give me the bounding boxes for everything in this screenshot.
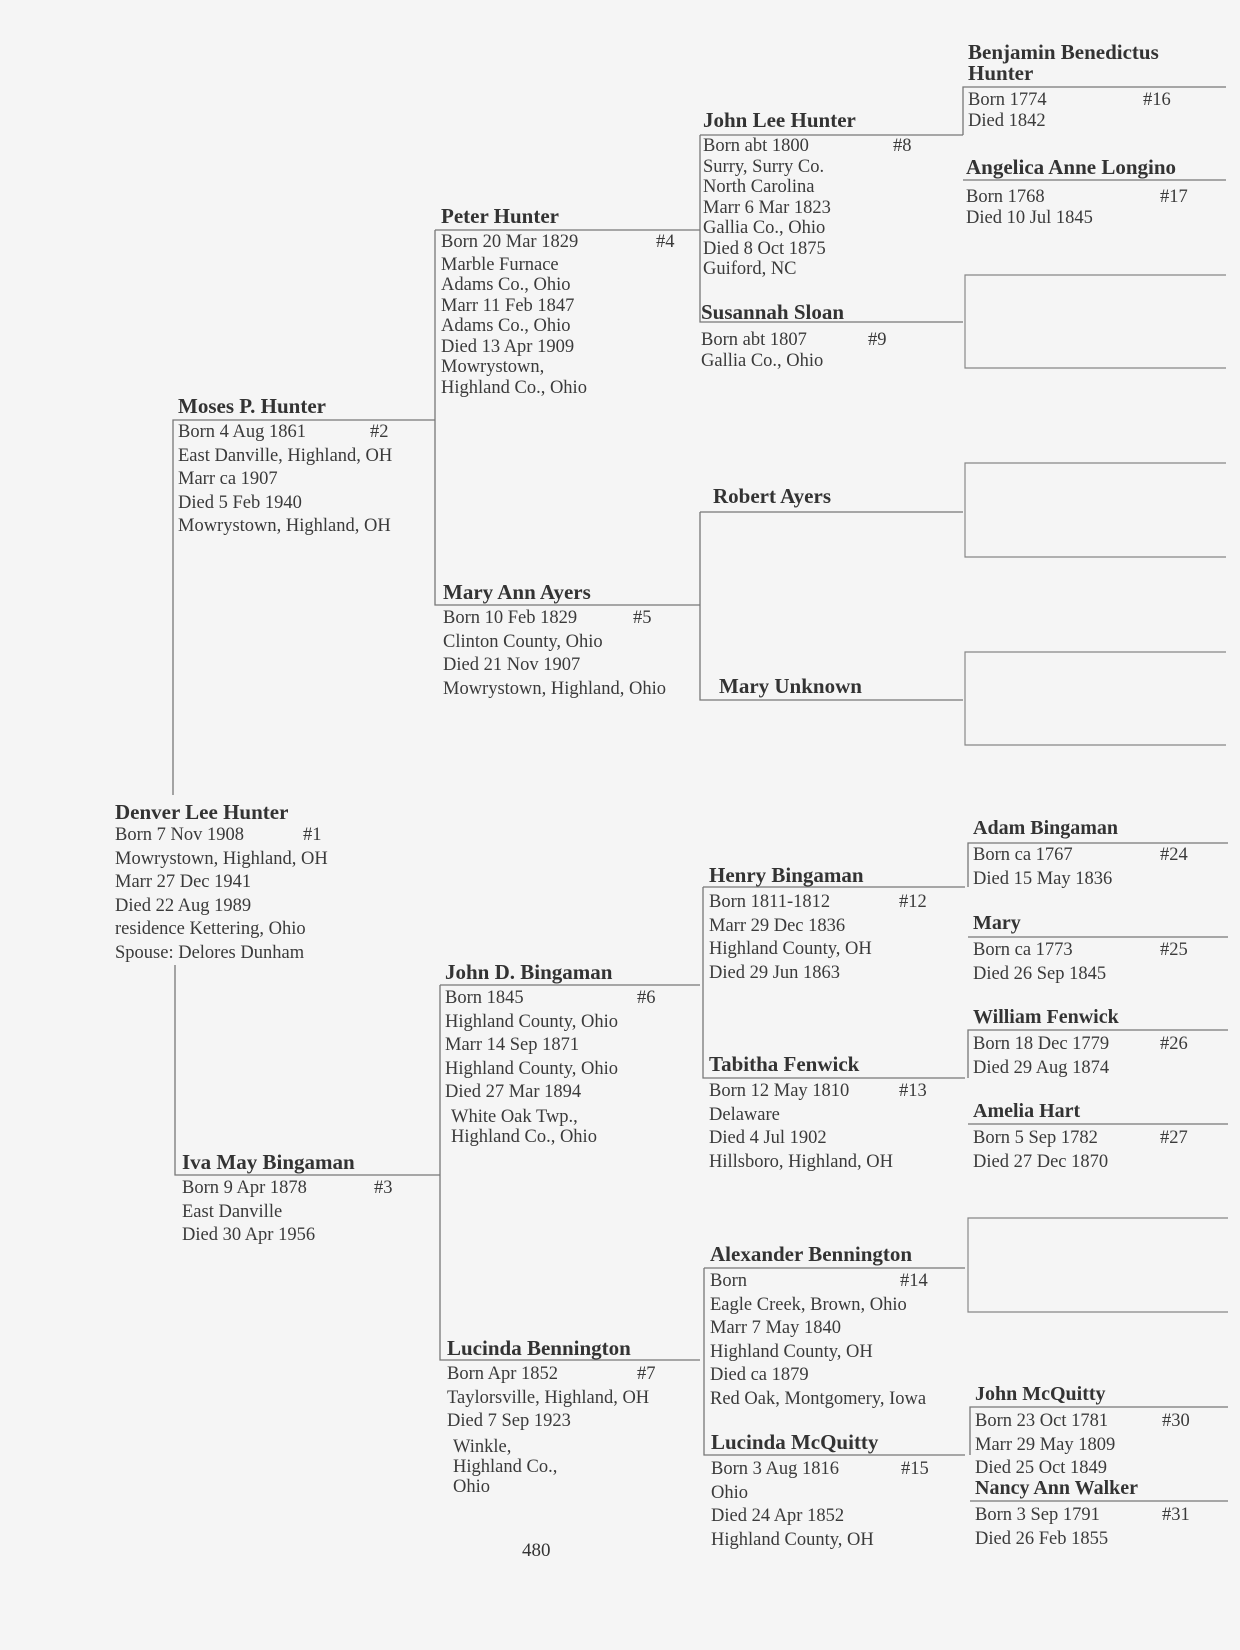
person-9	[701, 300, 887, 371]
born-date: Born 1768	[966, 187, 1045, 207]
person-10	[713, 484, 831, 508]
person-number: #4	[656, 232, 675, 252]
born-date: Born ca 1767	[973, 845, 1073, 865]
born-date: Born 4 Aug 1861	[178, 422, 306, 442]
person-name: John McQuitty	[975, 1383, 1106, 1405]
person-25	[973, 911, 1188, 986]
person-number: #6	[637, 988, 656, 1008]
born-date: Born 20 Mar 1829	[441, 232, 579, 252]
detail-line: Mowrystown,	[441, 357, 545, 377]
born-date: Born 1774	[968, 90, 1047, 110]
empty-slot-14	[968, 1218, 1228, 1312]
person-name: Lucinda Bennington	[447, 1336, 631, 1360]
detail-line: East Danville, Highland, OH	[178, 445, 393, 466]
handwritten-note: Highland Co.,	[453, 1456, 558, 1477]
born-date: Born 5 Sep 1782	[973, 1128, 1098, 1148]
person-17	[966, 155, 1188, 229]
detail-line: Died 4 Jul 1902	[709, 1128, 827, 1148]
born-date: Born ca 1773	[973, 940, 1073, 960]
detail-line: Red Oak, Montgomery, Iowa	[710, 1388, 927, 1409]
born-date: Born 10 Feb 1829	[443, 608, 578, 628]
detail-line: Clinton County, Ohio	[443, 631, 603, 652]
detail-line: Died 30 Apr 1956	[182, 1225, 316, 1245]
person-number: #26	[1160, 1034, 1188, 1054]
detail-line: Died 22 Aug 1989	[115, 895, 252, 916]
empty-slot-10	[965, 463, 1226, 557]
person-31	[975, 1476, 1190, 1551]
person-2	[178, 394, 392, 539]
detail-line: Died 27 Mar 1894	[445, 1082, 582, 1102]
connector-5	[700, 512, 963, 700]
detail-line: Marr 7 May 1840	[710, 1318, 842, 1338]
person-12	[709, 863, 927, 985]
detail-line: Died ca 1879	[710, 1365, 809, 1385]
detail-line: Marr 6 Mar 1823	[703, 197, 831, 218]
person-name: Moses P. Hunter	[178, 394, 326, 418]
person-name: Angelica Anne Longino	[966, 155, 1177, 179]
person-6	[445, 960, 656, 1147]
person-number: #7	[637, 1364, 656, 1384]
person-name: Tabitha Fenwick	[709, 1052, 860, 1076]
connector-1b	[175, 965, 440, 1175]
person-name: Susannah Sloan	[701, 300, 845, 324]
person-name: William Fenwick	[973, 1006, 1119, 1028]
detail-line: Surry, Surry Co.	[703, 156, 825, 177]
detail-line: Marble Furnace	[441, 254, 559, 275]
detail-line: Died 21 Nov 1907	[443, 655, 581, 675]
detail-line: Died 10 Jul 1845	[966, 208, 1093, 228]
person-name: Nancy Ann Walker	[975, 1477, 1138, 1499]
born-date: Born abt 1800	[703, 136, 809, 156]
person-name: Alexander Bennington	[710, 1242, 913, 1266]
person-number: #9	[868, 330, 887, 350]
person-3	[182, 1150, 393, 1248]
detail-line: Died 1842	[968, 111, 1046, 131]
born-date: Born	[710, 1271, 747, 1291]
detail-line: Marr 27 Dec 1941	[115, 872, 252, 892]
detail-line: Mowrystown, Highland, OH	[115, 848, 328, 869]
person-7	[447, 1336, 656, 1497]
born-date: Born 7 Nov 1908	[115, 825, 244, 845]
born-date: Born 3 Sep 1791	[975, 1505, 1100, 1525]
detail-line: Spouse: Delores Dunham	[115, 942, 305, 963]
detail-line: Highland County, OH	[711, 1529, 874, 1550]
person-16	[968, 40, 1171, 132]
person-name: Amelia Hart	[973, 1100, 1081, 1122]
detail-line: Highland County, Ohio	[445, 1011, 619, 1032]
born-date: Born abt 1807	[701, 330, 807, 350]
detail-line: Died 5 Feb 1940	[178, 492, 302, 513]
person-1	[115, 800, 328, 965]
detail-line: Adams Co., Ohio	[441, 316, 571, 336]
detail-line: Died 27 Dec 1870	[973, 1151, 1109, 1172]
person-name: John Lee Hunter	[703, 108, 856, 132]
handwritten-note: Highland Co., Ohio	[451, 1126, 597, 1147]
born-date: Born 3 Aug 1816	[711, 1459, 839, 1479]
detail-line: Ohio	[711, 1482, 748, 1503]
detail-line: Delaware	[709, 1104, 780, 1125]
person-number: #24	[1160, 845, 1188, 865]
person-name: Henry Bingaman	[709, 863, 864, 887]
person-15	[711, 1430, 929, 1552]
detail-line: Died 13 Apr 1909	[441, 336, 575, 357]
person-27	[973, 1099, 1188, 1174]
detail-line: Taylorsville, Highland, OH	[447, 1387, 650, 1408]
detail-line: Highland County, OH	[710, 1341, 873, 1362]
detail-line: Eagle Creek, Brown, Ohio	[710, 1294, 907, 1315]
born-date: Born 23 Oct 1781	[975, 1411, 1109, 1431]
person-name-continued: Hunter	[968, 61, 1034, 85]
detail-line: East Danville	[182, 1201, 283, 1222]
detail-line: Died 29 Aug 1874	[973, 1057, 1110, 1078]
detail-line: Marr 29 Dec 1836	[709, 915, 846, 936]
person-number: #8	[893, 136, 912, 156]
detail-line: Died 26 Sep 1845	[973, 963, 1107, 984]
detail-line: Died 26 Feb 1855	[975, 1528, 1109, 1549]
empty-slot-9	[965, 275, 1226, 368]
detail-line: Died 8 Oct 1875	[703, 238, 826, 259]
detail-line: Marr 14 Sep 1871	[445, 1035, 580, 1055]
person-number: #16	[1143, 90, 1171, 110]
born-date: Born 18 Dec 1779	[973, 1034, 1110, 1054]
handwritten-note: Ohio	[453, 1476, 490, 1497]
person-24	[973, 816, 1188, 891]
empty-slot-11	[965, 652, 1226, 745]
person-number: #5	[633, 608, 652, 628]
detail-line: Hillsboro, Highland, OH	[709, 1151, 893, 1172]
detail-line: residence Kettering, Ohio	[115, 919, 306, 939]
born-date: Born 1845	[445, 988, 524, 1008]
detail-line: Guiford, NC	[703, 259, 797, 279]
person-number: #14	[900, 1271, 928, 1291]
detail-line: Highland County, Ohio	[445, 1058, 619, 1079]
person-number: #13	[899, 1081, 927, 1101]
person-number: #3	[374, 1178, 393, 1198]
person-name: Denver Lee Hunter	[115, 800, 289, 824]
person-name: Mary Unknown	[719, 674, 862, 698]
person-number: #31	[1162, 1505, 1190, 1525]
detail-line: Died 29 Jun 1863	[709, 962, 841, 983]
detail-line: Marr 11 Feb 1847	[441, 295, 575, 316]
detail-line: Died 15 May 1836	[973, 868, 1113, 889]
handwritten-note: White Oak Twp.,	[451, 1106, 578, 1127]
person-name: Benjamin Benedictus	[968, 40, 1159, 64]
detail-line: Adams Co., Ohio	[441, 275, 571, 295]
detail-line: Marr 29 May 1809	[975, 1434, 1116, 1455]
detail-line: Gallia Co., Ohio	[701, 350, 824, 371]
born-date: Born Apr 1852	[447, 1364, 558, 1384]
person-name: Mary	[973, 912, 1021, 934]
person-name: Lucinda McQuitty	[711, 1430, 879, 1454]
person-number: #15	[901, 1459, 929, 1479]
person-13	[709, 1052, 927, 1174]
born-date: Born 1811-1812	[709, 892, 831, 912]
detail-line: Died 24 Apr 1852	[711, 1506, 845, 1526]
person-number: #17	[1160, 187, 1188, 207]
detail-line: Mowrystown, Highland, OH	[178, 516, 391, 536]
person-26	[973, 1005, 1188, 1080]
page-number: 480	[522, 1540, 551, 1561]
person-5	[443, 580, 666, 701]
person-name: John D. Bingaman	[445, 960, 613, 984]
person-number: #30	[1162, 1411, 1190, 1431]
person-number: #25	[1160, 940, 1188, 960]
person-name: Mary Ann Ayers	[443, 580, 591, 604]
person-4	[441, 204, 675, 398]
detail-line: Highland County, OH	[709, 939, 872, 959]
born-date: Born 9 Apr 1878	[182, 1178, 307, 1198]
person-14	[710, 1242, 926, 1411]
detail-line: North Carolina	[703, 177, 815, 197]
detail-line: Gallia Co., Ohio	[703, 218, 826, 238]
born-date: Born 12 May 1810	[709, 1081, 850, 1101]
person-name: Robert Ayers	[713, 484, 831, 508]
person-name: Adam Bingaman	[973, 817, 1119, 839]
person-name: Iva May Bingaman	[182, 1150, 355, 1174]
person-number: #27	[1160, 1128, 1188, 1148]
person-8	[703, 108, 912, 280]
detail-line: Highland Co., Ohio	[441, 377, 587, 398]
detail-line: Died 25 Oct 1849	[975, 1458, 1108, 1478]
person-number: #2	[370, 422, 389, 442]
person-number: #1	[303, 825, 322, 845]
detail-line: Marr ca 1907	[178, 469, 278, 489]
person-name: Peter Hunter	[441, 204, 559, 228]
person-30	[975, 1382, 1190, 1481]
detail-line: Mowrystown, Highland, Ohio	[443, 678, 667, 699]
detail-line: Died 7 Sep 1923	[447, 1411, 571, 1431]
handwritten-note: Winkle,	[453, 1436, 512, 1457]
person-number: #12	[899, 892, 927, 912]
person-11	[719, 674, 862, 698]
